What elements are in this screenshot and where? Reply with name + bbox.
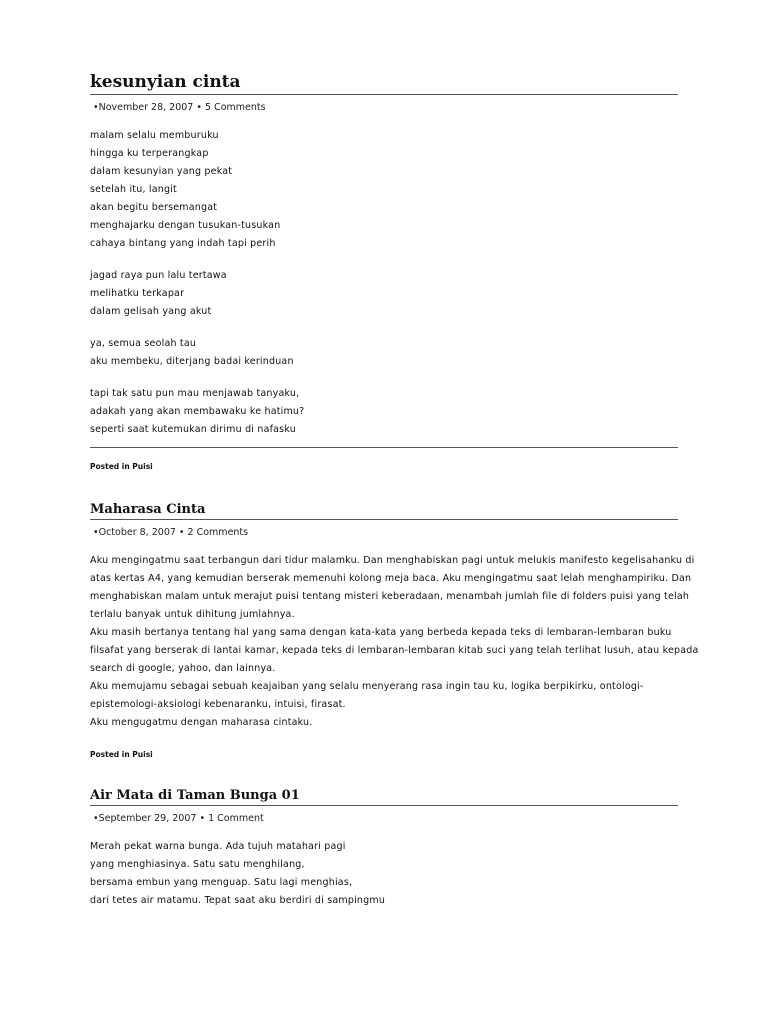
- body-line: Merah pekat warna bunga. Ada tujuh matahari pagi: [90, 841, 346, 852]
- post-meta[interactable]: •October 8, 2007 • 2 Comments: [93, 527, 249, 538]
- body-line: Aku masih bertanya tentang hal yang sama dengan kata-kata yang berbeda kepada teks di lembaran-lembaran buku: [90, 627, 672, 638]
- post-maharasa-cinta: [90, 502, 699, 759]
- body-line: filsafat yang berserak di lantai kamar, kepada teks di lembaran-lembaran kitab suci yang telah terlihat lusuh, atau kepada: [90, 645, 699, 656]
- body-line: dari tetes air matamu. Tepat saat aku berdiri di sampingmu: [90, 895, 386, 906]
- body-line: bersama embun yang menguap. Satu lagi menghias,: [90, 877, 353, 888]
- poem-line: dalam gelisah yang akut: [90, 306, 212, 317]
- poem-body: [90, 127, 678, 439]
- poem-line: ya, semua seolah tau: [90, 338, 197, 349]
- poem-line: aku membeku, diterjang badai kerinduan: [90, 356, 294, 367]
- post-kesunyian-cinta: [90, 72, 678, 471]
- body-line: atas kertas A4, yang kemudian berserak memenuhi kolong meja baca. Aku mengingatmu saat lelah menghampiriku. Dan: [90, 573, 692, 584]
- post-divider: [90, 447, 678, 448]
- body-line: Aku memujamu sebagai sebuah keajaiban yang selalu menyerang rasa ingin tau ku, logika berpikirku, ontologi-: [90, 681, 644, 692]
- post-meta[interactable]: •November 28, 2007 • 5 Comments: [93, 102, 266, 113]
- stanza: [90, 267, 678, 321]
- poem-line: menghajarku dengan tusukan-tusukan: [90, 220, 281, 231]
- post-air-mata-di-taman-bunga: [90, 788, 678, 910]
- body-line: yang menghiasinya. Satu satu menghilang,: [90, 859, 305, 870]
- poem-line: jagad raya pun lalu tertawa: [90, 270, 227, 281]
- poem-line: tapi tak satu pun mau menjawab tanyaku,: [90, 388, 300, 399]
- poem-line: akan begitu bersemangat: [90, 202, 218, 213]
- poem-line: hingga ku terperangkap: [90, 148, 209, 159]
- posted-in-category[interactable]: Posted in Puisi: [90, 750, 153, 759]
- stanza: [90, 127, 678, 253]
- post-title-link[interactable]: kesunyian cinta: [90, 72, 678, 95]
- body-line: terlalu banyak untuk dihitung jumlahnya.: [90, 609, 295, 620]
- posted-in-category[interactable]: Posted in Puisi: [90, 462, 153, 471]
- stanza: [90, 335, 678, 371]
- poem-line: melihatku terkapar: [90, 288, 185, 299]
- post-body: [90, 838, 678, 910]
- body-line: epistemologi-aksiologi kebenaranku, intuisi, firasat.: [90, 699, 346, 710]
- poem-line: cahaya bintang yang indah tapi perih: [90, 238, 276, 249]
- body-line: Aku mengingatmu saat terbangun dari tidur malamku. Dan menghabiskan pagi untuk melukis manifesto kegelisahanku di: [90, 555, 695, 566]
- post-meta[interactable]: •September 29, 2007 • 1 Comment: [93, 813, 264, 824]
- body-line: Aku mengugatmu dengan maharasa cintaku.: [90, 717, 313, 728]
- stanza: [90, 385, 678, 439]
- post-title-link[interactable]: Air Mata di Taman Bunga 01: [90, 788, 678, 806]
- poem-line: seperti saat kutemukan dirimu di nafasku: [90, 424, 296, 435]
- poem-line: malam selalu memburuku: [90, 130, 219, 141]
- body-line: menghabiskan malam untuk merajut puisi tentang misteri keberadaan, menambah jumlah file di folders puisi yang telah: [90, 591, 690, 602]
- post-body: [90, 552, 699, 732]
- poem-line: adakah yang akan membawaku ke hatimu?: [90, 406, 305, 417]
- poem-line: dalam kesunyian yang pekat: [90, 166, 233, 177]
- poem-line: setelah itu, langit: [90, 184, 177, 195]
- post-title-link[interactable]: Maharasa Cinta: [90, 502, 678, 520]
- body-line: search di google, yahoo, dan lainnya.: [90, 663, 276, 674]
